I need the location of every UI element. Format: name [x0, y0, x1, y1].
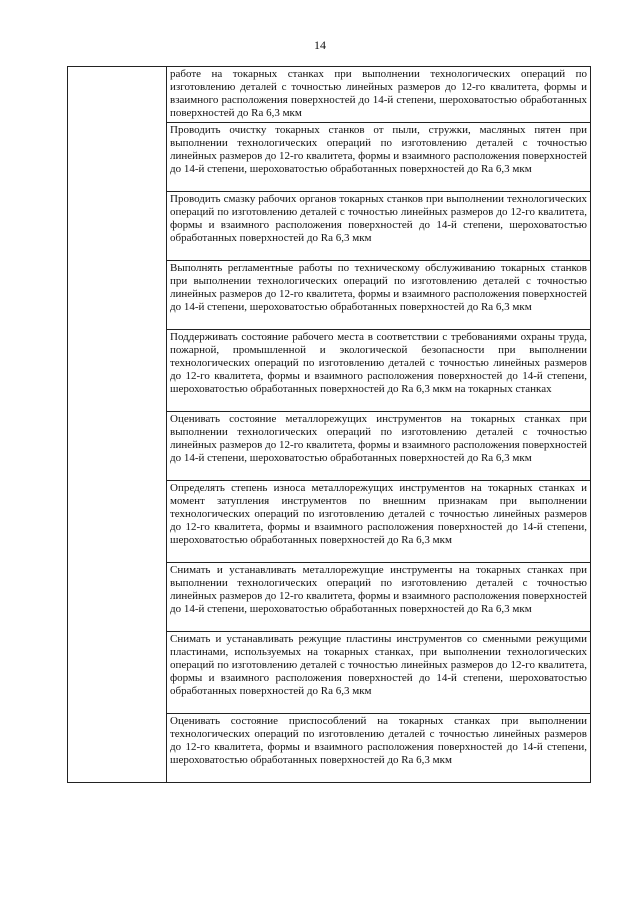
empty-cell: [68, 714, 167, 783]
table-cell: работе на токарных станках при выполнении технологических операций по изготовлению деталей с точностью линейных размеров до 12-го квалитета, формы и взаимного расположения поверхностей до 14-й степени, шероховатостью обработанных поверхностей до Ra 6,3 мкм: [167, 67, 591, 123]
table-cell: Поддерживать состояние рабочего места в соответствии с требованиями охраны труда, пожарной, промышленной и экологической безопасности при выполнении технологических операций по изготовлению деталей с точностью линейных размеров до 12-го квалитета, формы и взаимного расположения поверхностей до 14-й степени, шероховатостью обработанных поверхностей до Ra 6,3 мкм на токарных станках: [167, 330, 591, 412]
empty-cell: [68, 67, 167, 123]
table-row: [68, 192, 591, 261]
table-cell: Проводить очистку токарных станков от пыли, стружки, масляных пятен при выполнении технологических операций по изготовлению деталей с точностью линейных размеров до 12-го квалитета, формы и взаимного расположения поверхностей до 14-й степени, шероховатостью обработанных поверхностей до Ra 6,3 мкм: [167, 123, 591, 192]
table-cell: Оценивать состояние металлорежущих инструментов на токарных станках при выполнении технологических операций по изготовлению деталей с точностью линейных размеров до 12-го квалитета, формы и взаимного расположения поверхностей до 14-й степени, шероховатостью обработанных поверхностей до Ra 6,3 мкм: [167, 412, 591, 481]
requirements-table: [67, 66, 591, 783]
table-row: [68, 412, 591, 481]
empty-cell: [68, 123, 167, 192]
table-row: [68, 330, 591, 412]
table-row: [68, 123, 591, 192]
table-cell: Снимать и устанавливать металлорежущие инструменты на токарных станках при выполнении технологических операций по изготовлению деталей с точностью линейных размеров до 12-го квалитета, формы и взаимного расположения поверхностей до 14-й степени, шероховатостью обработанных поверхностей до Ra 6,3 мкм: [167, 563, 591, 632]
table-cell: Оценивать состояние приспособлений на токарных станках при выполнении технологических операций по изготовлению деталей с точностью линейных размеров до 12-го квалитета, формы и взаимного расположения поверхностей до 14-й степени, шероховатостью обработанных поверхностей до Ra 6,3 мкм: [167, 714, 591, 783]
table-row: [68, 714, 591, 783]
empty-cell: [68, 481, 167, 563]
table-cell: Проводить смазку рабочих органов токарных станков при выполнении технологических операций по изготовлению деталей с точностью линейных размеров до 12-го квалитета, формы и взаимного расположения поверхностей до 14-й степени, шероховатостью обработанных поверхностей до Ra 6,3 мкм: [167, 192, 591, 261]
empty-cell: [68, 192, 167, 261]
page-number: 14: [314, 38, 326, 52]
table-cell: Определять степень износа металлорежущих инструментов на токарных станках и момент затупления инструментов по внешним признакам при выполнении технологических операций по изготовлению деталей с точностью линейных размеров до 12-го квалитета, формы и взаимного расположения поверхностей до 14-й степени, шероховатостью обработанных поверхностей до Ra 6,3 мкм: [167, 481, 591, 563]
table-row: [68, 632, 591, 714]
empty-cell: [68, 330, 167, 412]
table-row: [68, 67, 591, 123]
empty-cell: [68, 563, 167, 632]
table-row: [68, 481, 591, 563]
empty-cell: [68, 261, 167, 330]
table-cell: Снимать и устанавливать режущие пластины инструментов со сменными режущими пластинами, используемых на токарных станках, при выполнении технологических операций по изготовлению деталей с точностью линейных размеров до 12-го квалитета, формы и взаимного расположения поверхностей до 14-й степени, шероховатостью обработанных поверхностей до Ra 6,3 мкм: [167, 632, 591, 714]
table-cell: Выполнять регламентные работы по техническому обслуживанию токарных станков при выполнении технологических операций по изготовлению деталей с точностью линейных размеров до 12-го квалитета, формы и взаимного расположения поверхностей до 14-й степени, шероховатостью обработанных поверхностей до Ra 6,3 мкм: [167, 261, 591, 330]
empty-cell: [68, 632, 167, 714]
table-row: [68, 563, 591, 632]
empty-cell: [68, 412, 167, 481]
table-row: [68, 261, 591, 330]
